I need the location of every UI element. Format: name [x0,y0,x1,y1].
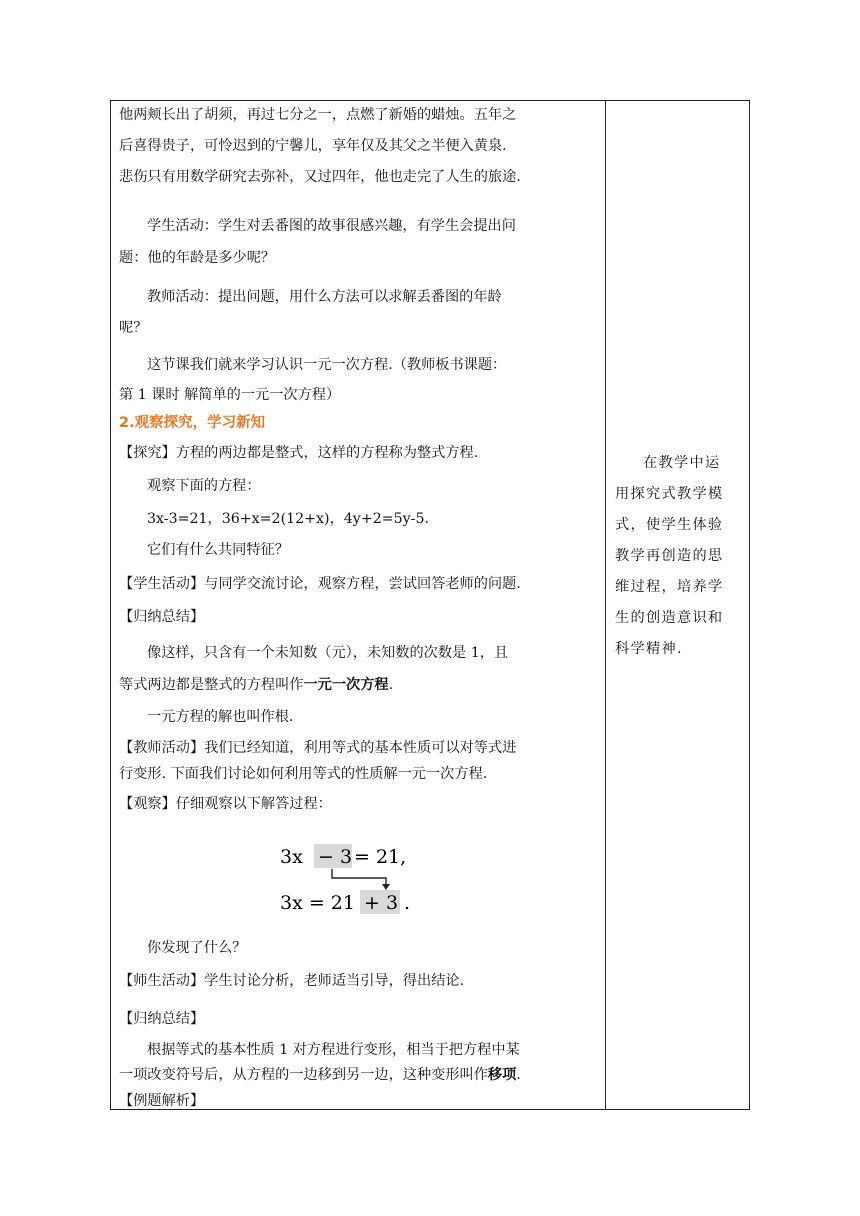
equation-line: 3x-3=21，36+x=2(12+x)，4y+2=5y-5. [147,511,429,527]
text-line: 【师生活动】学生讨论分析，老师适当引导，得出结论. [119,973,465,989]
term-bold: 一元一次方程 [303,677,389,693]
text-line: 悲伤只有用数学研究去弥补，又过四年，他也走完了人生的旅途. [119,169,521,185]
text-line: 【探究】方程的两边都是整式，这样的方程称为整式方程. [119,445,479,461]
side-note-line: 教学再创造的思 [615,548,724,564]
move-arrow [332,869,386,888]
text-line: 后喜得贵子，可怜迟到的宁馨儿，享年仅及其父之半便入黄泉. [119,138,507,154]
text-line [119,1065,521,1085]
text-line: 根据等式的基本性质 1 对方程进行变形，相当于把方程中某 [147,1042,520,1058]
text-line: 【教师活动】我们已经知道，利用等式的基本性质可以对等式进 [119,740,517,756]
eq-row2-lhs: 3x = 21 [280,892,355,914]
text-line: 呢？ [119,320,148,336]
text-span: . [516,1067,521,1083]
side-note-line: 生的创造意识和 [615,610,724,626]
text-line: 题：他的年龄是多少呢？ [119,250,276,266]
side-note-line: 维过程，培养学 [615,579,724,595]
text-line: 学生活动：学生对丢番图的故事很感兴趣，有学生会提出问 [147,218,516,234]
eq-row2-term: + 3 [364,892,399,914]
text-line: 一元方程的解也叫作根. [147,709,294,725]
eq-row1-rhs: = 21, [354,846,407,868]
text-line: 【例题解析】 [119,1093,205,1109]
text-line: 【观察】仔细观察以下解答过程： [119,796,332,812]
text-line [119,675,393,695]
section-heading: 2.观察探究，学习新知 [119,415,266,431]
text-line: 像这样，只含有一个未知数（元），未知数的次数是 1，且 [147,645,509,661]
text-span: . [388,677,394,693]
eq-row1-lhs: 3x [280,846,303,868]
side-note-line: 科学精神. [615,641,683,657]
text-line: 观察下面的方程： [147,478,261,494]
equation-image [274,840,444,922]
text-line: 这节课我们就来学习认识一元一次方程.（教师板书课题： [147,357,507,373]
text-line: 【学生活动】与同学交流讨论，观察方程，尝试回答老师的问题. [119,576,521,592]
arrow-head [382,884,390,890]
text-line: 教师活动：提出问题，用什么方法可以求解丢番图的年龄 [147,289,502,305]
text-span: 一项改变符号后，从方程的一边移到另一边，这种变形叫作 [119,1067,488,1083]
term-bold: 移项 [487,1067,517,1083]
side-note-line: 在教学中运 [643,455,721,471]
side-note-line: 用探究式教学模 [615,486,724,502]
text-line: 他两颊长出了胡须，再过七分之一，点燃了新婚的蜡烛。五年之 [119,107,517,123]
column-divider [605,101,606,1109]
text-line: 【归纳总结】 [119,1011,205,1027]
text-line: 第 1 课时 解简单的一元一次方程） [119,387,341,403]
eq-row1-term: − 3 [318,846,353,868]
lesson-table [110,100,750,1110]
eq-row2-end: . [404,892,411,914]
text-span: 等式两边都是整式的方程叫作 [119,677,304,693]
text-line: 行变形. 下面我们讨论如何利用等式的性质解一元一次方程. [119,766,488,782]
text-line: 【归纳总结】 [119,609,205,625]
side-note-line: 式，使学生体验 [615,517,724,533]
text-line: 你发现了什么？ [147,940,247,956]
text-line: 它们有什么共同特征？ [147,542,289,558]
